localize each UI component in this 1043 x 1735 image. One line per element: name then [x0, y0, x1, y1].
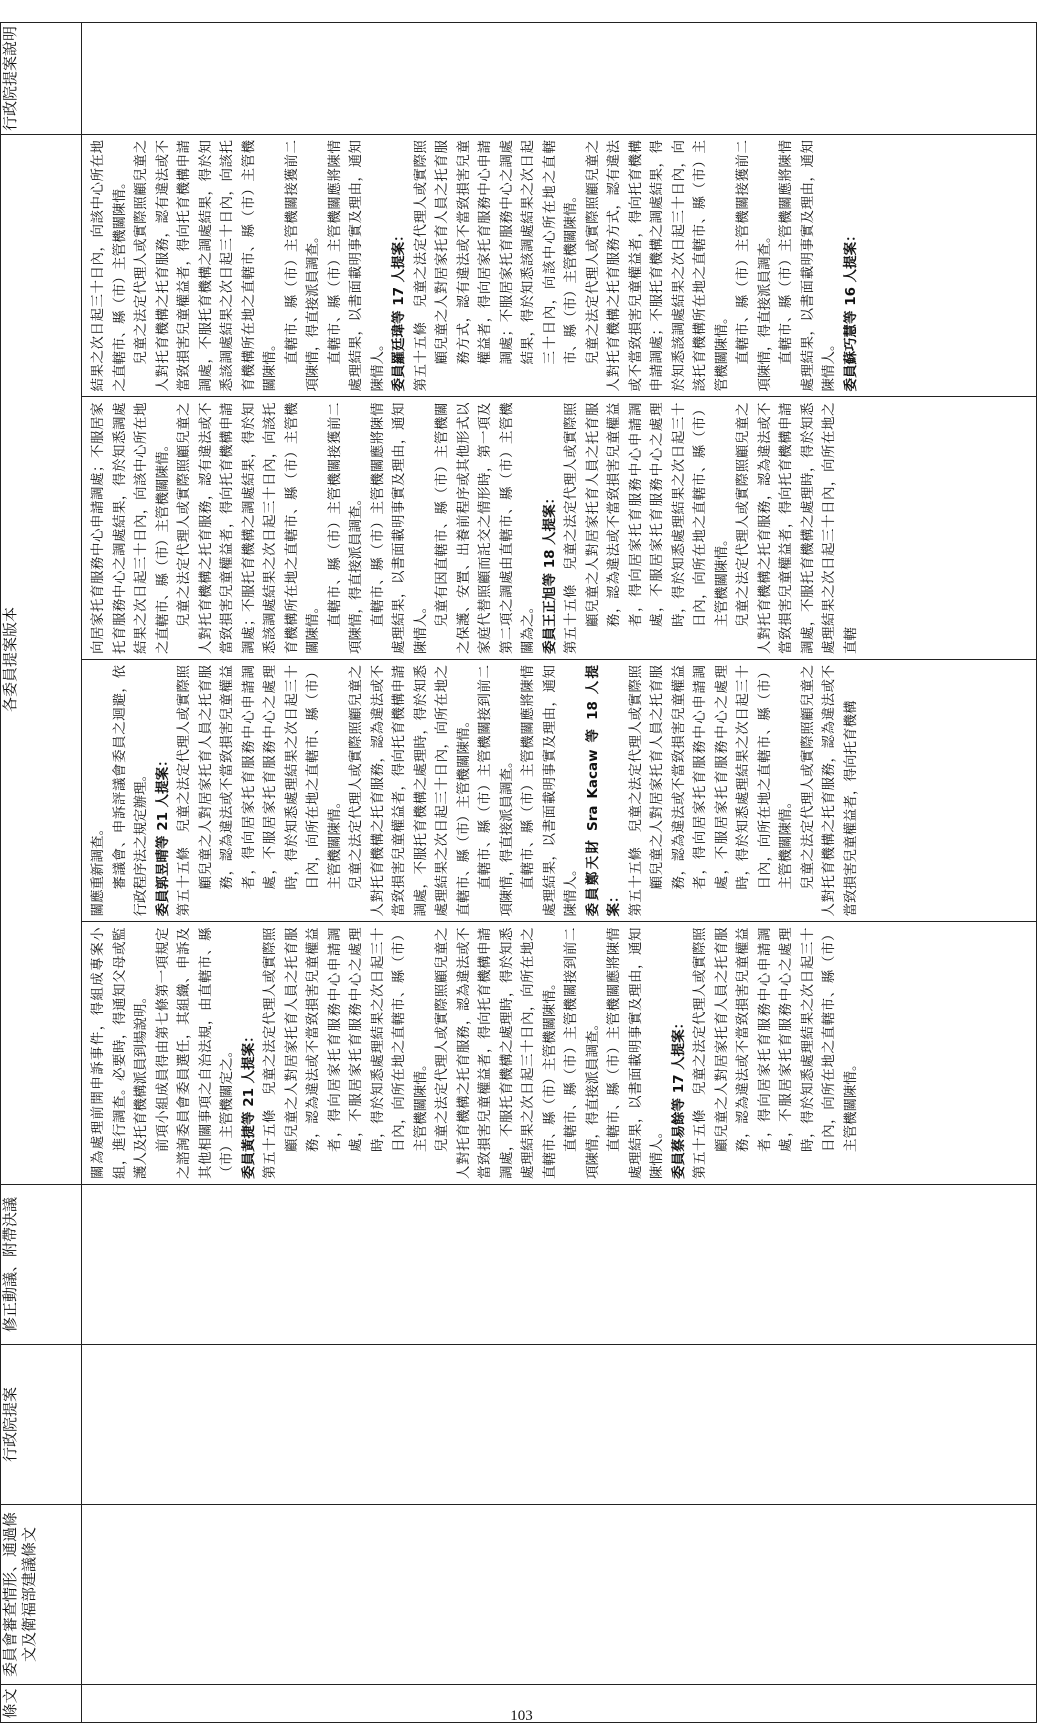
proposer-heading: 委員蔡易餘等 17 人提案： — [670, 1015, 687, 1179]
rotated-page — [0, 23, 1037, 1723]
provision-paragraph: 直轄市、縣（市）主管機關應將陳情處理結果，以書面載明事實及理由，通知陳情人。 — [326, 140, 386, 392]
provision-paragraph: 兒童有因直轄市、縣（市）主管機關之保護、安置、出養前程序或其他形式以家庭代替照顧而託交之情形時，第一項及第二項之調處由直轄市、縣（市）主管機關為之。 — [434, 402, 536, 654]
provision-paragraph: 直轄市、縣（市）主管機關應將陳情處理結果，以書面載明事實及理由，通知陳情人。 — [520, 665, 579, 917]
provision-paragraph: 兒童之法定代理人或實際照顧兒童之人對托育機構之托育服務方式，認有違法或不當致損害兒童權益者，得向托育機構申請調處；不服托育機構之調處結果，得於知悉該調處結果之次日起三十日內，向該托育機構所在地之直轄市、縣（市）主管機關陳情。 — [584, 140, 730, 392]
provision-paragraph: 前項小組成員得由第七條第一項規定之諮詢委員會委員選任，其組織、申訴及其他相關事項之自治法規，由直轄市、縣（市）主管機關定之。 — [154, 927, 235, 1179]
provision-paragraph: 兒童之法定代理人或實際照顧兒童之人對托育機構之托育服務，認為違法或不當致損害兒童權益者，得向托育機構申請調處，不服托育機構之處理時，得於知悉處理結果之次日起三十日內，向所在地之直轄 — [735, 402, 859, 654]
proposer-heading: 委員黃捷等 21 人提案： — [240, 1029, 257, 1179]
provision-paragraph: 第五十五條 兒童之法定代理人或實際照顧兒童之人對居家托育人員之托育服務，認為違法或不當致損害兒童權益者，得向居家托育服務中心申請調處，不服居家托育服務中心之處理時，得於知悉處理結果之次日起三十日內，向所在地之直轄市、縣（市）主管機關陳情。 — [627, 665, 794, 917]
provision-paragraph: 向居家托育服務中心申請調處；不服居家托育服務中心之調處結果，得於知悉調處結果之次日起三十日內，向該中心所在地之直轄市、縣（市）主管機關陳情。 — [90, 402, 171, 654]
provision-paragraph: 兒童之法定代理人或實際照顧兒童之人對托育機構之托育服務，認有違法或不當致損害兒童權益者，得向托育機構申請調處；不服托育機構之調處結果，得於知悉該調處結果之次日起三十日內，向該托育機構所在地之直轄市、縣（市）主管機關陳情。 — [176, 402, 321, 654]
provision-paragraph: 直轄市、縣（市）主管機關應將陳情處理結果，以書面載明事實及理由，通知陳情人。 — [778, 140, 837, 392]
provision-paragraph: 第五十五條 兒童之法定代理人或實際照顧兒童之人對居家托育人員之托育服務方式，認有違法或不當致損害兒童權益者，得向居家托育服務中心申請調處；不服居家托育服務中心之調處結果，得於知悉該調處結果之次日起三十日內，向該中心所在地之直轄市、縣（市）主管機關陳情。 — [412, 140, 579, 392]
header-committee-review: 委員會審查情形、通過條文及衛福部建議條文 — [1, 1505, 82, 1685]
cell-member-versions — [82, 135, 1037, 1185]
cell-executive-bill — [82, 1345, 1037, 1505]
provision-paragraph: 審議會、申訴評議會委員之迴避，依行政程序法之規定辦理。 — [111, 665, 149, 917]
provision-paragraph: 直轄市、縣（市）主管機關接到前二項陳情，得直接派員調查。 — [563, 927, 601, 1179]
provision-paragraph: 第五十五條 兒童之法定代理人或實際照顧兒童之人對居家托育人員之托育服務，認為違法或不當致損害兒童權益者，得向居家托育服務中心申請調處，不服居家托育服務中心之處理時，得於知悉處理結果之次日起三十日內，向所在地之直轄市、縣（市）主管機關陳情。 — [692, 927, 859, 1179]
provision-paragraph: 結果之次日起三十日內，向該中心所在地之直轄市、縣（市）主管機關陳情。 — [90, 140, 128, 392]
member-versions-columns — [82, 135, 1036, 1184]
member-version-column — [82, 922, 1036, 1185]
proposer-heading: 委員郭昱晴等 21 人提案： — [154, 753, 171, 917]
provision-paragraph: 第五十五條 兒童之法定代理人或實際照顧兒童之人對居家托育人員之托育服務，認為違法或不當致損害兒童權益者，得向居家托育服務中心申請調處，不服居家托育服務中心之處理時，得於知悉處理結果之次日起三十日內，向所在地之直轄市、縣（市）主管機關陳情。 — [563, 402, 730, 654]
header-row — [1, 23, 82, 1723]
provision-paragraph: 兒童之法定代理人或實際照顧兒童之人對托育機構之托育服務，認為違法或不當致損害兒童權益者，得向托育機構申請調處，不服托育機構之處理時，得於知悉處理結果之次日起三十日內，向所在地之直轄市、縣（市）主管機關陳情。 — [348, 665, 472, 917]
provision-paragraph: 直轄市、縣（市）主管機關接獲前二項陳情，得直接派員調查。 — [283, 140, 321, 392]
provision-paragraph: 直轄市、縣（市）主管機關應將陳情處理結果，以書面載明事實及理由，通知陳情人。 — [369, 402, 429, 654]
cell-executive-explanation — [82, 23, 1037, 135]
provision-paragraph: 關應重新調查。 — [90, 822, 106, 917]
header-executive-explanation: 行政院提案說明 — [1, 23, 82, 135]
provision-paragraph: 直轄市、縣（市）主管機關接獲前二項陳情，得直接派員調查。 — [735, 140, 773, 392]
comparison-table — [0, 22, 1037, 1723]
member-version-column — [82, 659, 1036, 922]
provision-paragraph: 兒童之法定代理人或實際照顧兒童之人對托育機構之托育服務，認為違法或不當致損害兒童權益者，得向托育機構 — [799, 665, 859, 917]
provision-paragraph: 關為處理前開申訴事件，得組成專案小組，進行調查。必要時，得通知父母或監護人及托育機構派員到場說明。 — [90, 927, 149, 1179]
provision-paragraph: 兒童之法定代理人或實際照顧兒童之人對托育機構之托育服務，認有違法或不當致損害兒童權益者，得向托育機構申請調處，不服托育機構之調處結果，得於知悉該調處結果之次日起三十日內，向該托育機構所在地之直轄市、縣（市）主管機關陳情。 — [133, 140, 278, 392]
body-row — [82, 23, 1037, 1723]
header-amendment: 修正動議、附帶決議 — [1, 1185, 82, 1345]
proposer-heading: 委員鄭天財 Sra Kacaw 等 18 人提案： — [584, 665, 622, 917]
provision-paragraph: 第五十五條 兒童之法定代理人或實際照顧兒童之人對居家托育人員之托育服務，認為違法或不當致損害兒童權益者，得向居家托育服務中心申請調處，不服居家托育服務中心之處理時，得於知悉處理結果之次日起三十日內，向所在地之直轄市、縣（市）主管機關陳情。 — [176, 665, 343, 917]
proposer-heading: 委員羅廷瑋等 17 人提案： — [391, 228, 407, 392]
header-executive-bill: 行政院提案 — [1, 1345, 82, 1505]
provision-paragraph: 直轄市、縣（市）主管機關接獲前二項陳情，得直接派員調查。 — [326, 402, 364, 654]
cell-committee-review — [82, 1505, 1037, 1685]
provision-paragraph: 兒童之法定代理人或實際照顧兒童之人對托育機構之托育服務，認為違法或不當致損害兒童權益者，得向托育機構申請調處，不服托育機構之處理時，得於知悉處理結果之次日起三十日內，向所在地之直轄市、縣（市）主管機關陳情。 — [434, 927, 558, 1179]
header-member-versions: 各委員提案版本 — [1, 135, 82, 1185]
member-version-column — [82, 135, 1036, 397]
header-article: 條文 — [1, 1685, 82, 1723]
cell-amendment — [82, 1185, 1037, 1345]
member-version-column — [82, 397, 1036, 660]
proposer-heading: 委員蘇巧慧等 16 人提案： — [842, 228, 859, 392]
provision-paragraph: 第五十五條 兒童之法定代理人或實際照顧兒童之人對居家托育人員之托育服務，認為違法或不當致損害兒童權益者，得向居家托育服務中心申請調處，不服居家托育服務中心之處理時，得於知悉處理結果之次日起三十日內，向所在地之直轄市、縣（市）主管機關陳情。 — [262, 927, 429, 1179]
provision-paragraph: 直轄市、縣（市）主管機關接到前二項陳情，得直接派員調查。 — [477, 665, 515, 917]
provision-paragraph: 直轄市、縣（市）主管機關應將陳情處理結果，以書面載明事實及理由，通知陳情人。 — [606, 927, 665, 1179]
page-number: 103 — [510, 1708, 533, 1724]
proposer-heading: 委員王正旭等 18 人提案： — [541, 490, 558, 654]
